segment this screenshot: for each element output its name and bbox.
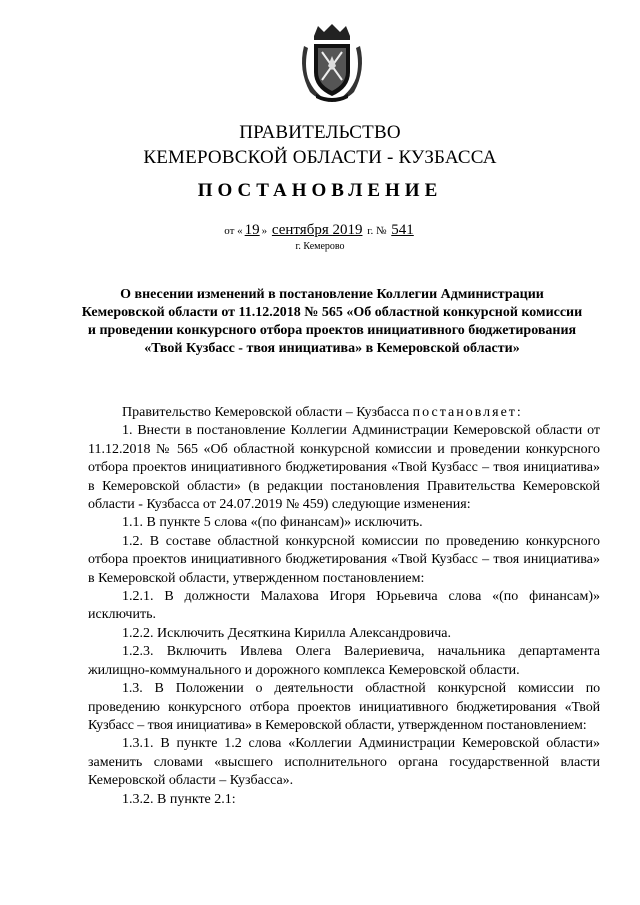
document-date-number (0, 222, 640, 239)
number-label: № (376, 225, 387, 237)
paragraph-1-2-2: 1.2.2. Исключить Десяткина Кирилла Александровича. (122, 625, 451, 641)
intro-paragraph (88, 404, 600, 422)
document-city: г. Кемерово (295, 241, 345, 252)
date-separator: » (261, 225, 270, 237)
paragraph-1-3-2: 1.3.2. В пункте 2.1: (122, 791, 236, 807)
intro-decree-word: постановляет: (412, 405, 523, 420)
document-body (88, 404, 600, 809)
government-name-line1: ПРАВИТЕЛЬСТВО (239, 122, 401, 143)
document-type: ПОСТАНОВЛЕНИЕ (197, 180, 443, 201)
paragraph-1-1: 1.1. В пункте 5 слова «(по финансам)» исключить. (122, 515, 423, 531)
date-prefix: от « (224, 225, 243, 237)
government-name-line2: КЕМЕРОВСКОЙ ОБЛАСТИ - КУЗБАССА (143, 147, 497, 168)
date-year-suffix: г. (367, 225, 374, 237)
paragraph-1-3: 1.3. В Положении о деятельности областной конкурсной комиссии по проведению конкурсного отбора проектов инициативного бюджетирования «Твой Кузбасс – твоя инициатива» в Кемеровской области, утвержденном постановлением: (88, 681, 600, 733)
paragraph-1-2: 1.2. В составе областной конкурсной комиссии по проведению конкурсного отбора проектов инициативного бюджетирования «Твой Кузбасс – твоя инициатива» в Кемеровской области, утвержденном постановлением: (88, 533, 600, 586)
paragraph-1-2-1: 1.2.1. В должности Малахова Игоря Юрьевича слова «(по финансам)» исключить. (88, 589, 600, 623)
coat-of-arms-emblem (296, 22, 368, 104)
date-day: 19 (244, 222, 260, 238)
date-month-year: сентября 2019 (271, 222, 363, 238)
document-title: О внесении изменений в постановление Коллегии Администрации Кемеровской области от 11.12.2018 № 565 «Об областной конкурсной комиссии и проведении конкурсного отбора проектов инициативного бюджетирования «Твой Кузбасс - твоя инициатива» в Кемеровской области» (81, 287, 583, 356)
paragraph-1: 1. Внести в постановление Коллегии Администрации Кемеровской области от 11.12.2018 № 565 «Об областной конкурсной комиссии и проведении конкурсного отбора проектов инициативного бюджетирования «Твой Кузбасс – твоя инициатива» в Кемеровской области» (в редакции постановления Правительства Кемеровской области - Кузбасса от 24.07.2019 № 459) следующие изменения: (88, 423, 600, 513)
paragraph-1-2-3: 1.2.3. Включить Ивлева Олега Валериевича, начальника департамента жилищно-коммунального и дорожного комплекса Кемеровской области. (88, 644, 600, 678)
paragraph-1-3-1: 1.3.1. В пункте 1.2 слова «Коллегии Администрации Кемеровской области» заменить словами «высшего исполнительного органа государственной власти Кемеровской области – Кузбасса». (88, 736, 600, 789)
document-number: 541 (391, 222, 414, 238)
intro-text: Правительство Кемеровской области – Кузбасса (122, 405, 413, 420)
